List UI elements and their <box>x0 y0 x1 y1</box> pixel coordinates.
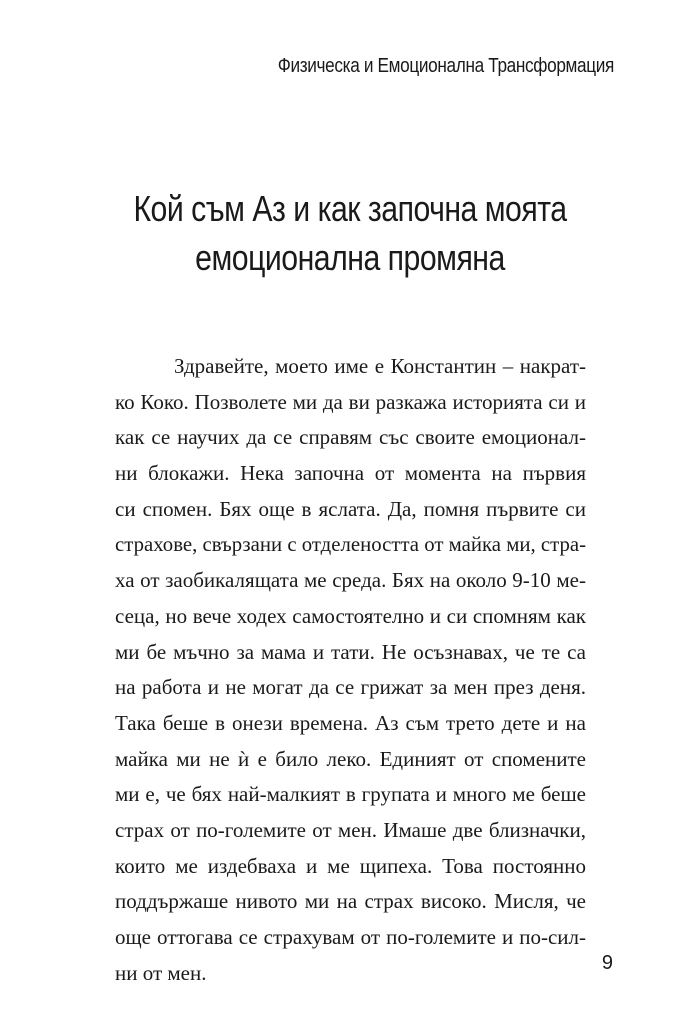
body-line <box>115 385 586 421</box>
body-line <box>115 670 586 706</box>
body-line <box>115 563 586 599</box>
body-line-text: ми бе мъчно за мама и тати. Не осъзнавах, че те са <box>115 639 586 664</box>
body-line-text: на работа и не могат да се грижат за мен през деня. <box>115 675 586 700</box>
body-line-text: ни от мен. <box>115 960 207 985</box>
chapter-title-line-2: емоционална промяна <box>195 237 505 278</box>
body-line-text: си спомен. Бях още в яслата. Да, помня първите си <box>115 496 586 521</box>
body-paragraph <box>115 349 586 991</box>
body-line <box>115 599 586 635</box>
body-line-text: още оттогава се страхувам от по-големите и по-сил- <box>115 925 586 949</box>
body-line <box>115 742 586 778</box>
body-line-text: Така беше в онези времена. Аз съм трето дете и на <box>115 710 586 735</box>
chapter-title <box>0 184 700 282</box>
body-line <box>115 956 586 992</box>
body-line <box>115 706 586 742</box>
body-line-text: които ме издебваха и ме щипеха. Това постоянно <box>115 853 586 878</box>
body-line <box>115 849 586 885</box>
body-line <box>115 349 586 385</box>
body-line-text: ми е, че бях най-малкият в групата и много ме беше <box>115 782 586 807</box>
page-number: 9 <box>601 952 613 974</box>
body-line-text: ко Коко. Позволете ми да ви разкажа историята си и <box>115 389 586 414</box>
body-line-text: ни блокажи. Нека започна от момента на първия <box>115 461 586 486</box>
body-line <box>115 884 586 920</box>
body-line-text: сеца, но вече ходех самостоятелно и си спомням как <box>115 603 586 628</box>
body-line <box>115 635 586 671</box>
body-line-text: поддържаше нивото ми на страх високо. Мисля, че <box>115 889 586 914</box>
body-line <box>115 777 586 813</box>
body-line <box>115 920 586 956</box>
running-header: Физическа и Емоционална Трансформация <box>277 55 614 77</box>
body-line-text: страх от по-големите от мен. Имаше две близначки, <box>115 817 586 842</box>
body-line <box>115 527 586 563</box>
body-line-text: Здравейте, моето име е Константин – накрат- <box>174 354 586 378</box>
body-line <box>115 420 586 456</box>
body-line-text: как се научих да се справям със своите емоционал- <box>115 425 586 450</box>
body-line-text: майка ми не ѝ е било леко. Единият от спомените <box>115 746 586 771</box>
body-line <box>115 813 586 849</box>
body-line <box>115 456 586 492</box>
body-line <box>115 492 586 528</box>
body-line-text: ха от заобикалящата ме среда. Бях на около 9-10 ме- <box>115 568 586 593</box>
body-line-text: страхове, свързани с отделеността от майка ми, стра- <box>115 532 586 557</box>
chapter-title-line-1: Кой съм Аз и как започна моята <box>133 188 567 229</box>
